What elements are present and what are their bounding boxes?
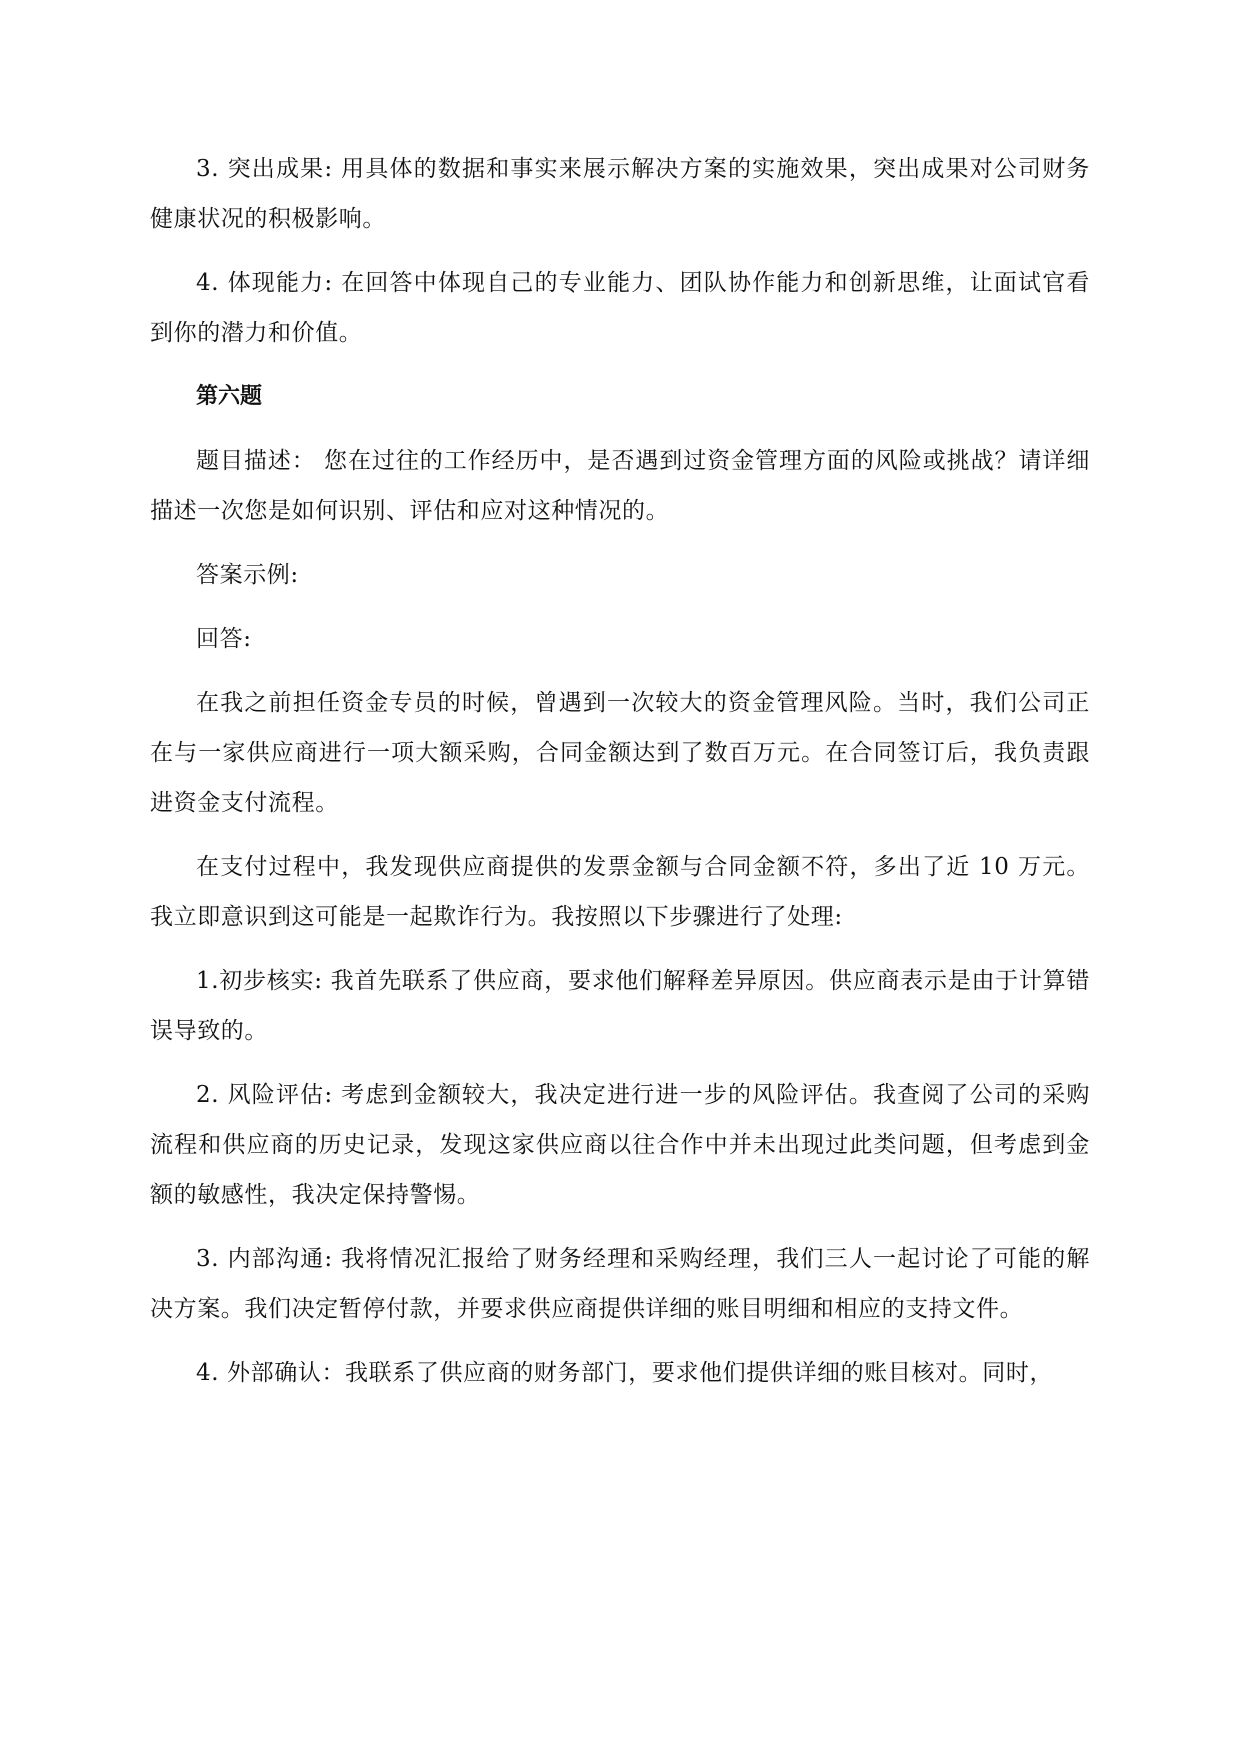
paragraph-highlight-results: 3. 突出成果: 用具体的数据和事实来展示解决方案的实施效果，突出成果对公司财务健康状况的积极影响。: [150, 156, 1090, 232]
section-heading: 第六题: [196, 384, 263, 409]
step-initial-verification: 1.初步核实: 我首先联系了供应商，要求他们解释差异原因。供应商表示是由于计算错误导致的。: [150, 968, 1090, 1044]
step-risk-assessment: 2. 风险评估: 考虑到金额较大，我决定进行进一步的风险评估。我查阅了公司的采购流程和供应商的历史记录，发现这家供应商以往合作中并未出现过此类问题，但考虑到金额的敏感性，我决定保持警惕。: [150, 1082, 1090, 1208]
question-description: 题目描述： 您在过往的工作经历中，是否遇到过资金管理方面的风险或挑战？请详细描述一次您是如何识别、评估和应对这种情况的。: [150, 448, 1090, 524]
answer-label: 回答:: [196, 626, 252, 652]
step-external-confirmation: 4. 外部确认：我联系了供应商的财务部门，要求他们提供详细的账目核对。同时，: [196, 1360, 1054, 1386]
paragraph-demonstrate-ability: 4. 体现能力: 在回答中体现自己的专业能力、团队协作能力和创新思维，让面试官看到你的潜力和价值。: [150, 270, 1090, 346]
answer-example-label: 答案示例:: [196, 562, 299, 588]
answer-paragraph-discovery: 在支付过程中，我发现供应商提供的发票金额与合同金额不符，多出了近 10 万元。我立即意识到这可能是一起欺诈行为。我按照以下步骤进行了处理:: [150, 854, 1090, 930]
answer-paragraph-background: 在我之前担任资金专员的时候，曾遇到一次较大的资金管理风险。当时，我们公司正在与一家供应商进行一项大额采购，合同金额达到了数百万元。在合同签订后，我负责跟进资金支付流程。: [150, 690, 1090, 816]
document-page: [150, 144, 1090, 1412]
step-internal-communication: 3. 内部沟通: 我将情况汇报给了财务经理和采购经理，我们三人一起讨论了可能的解决方案。我们决定暂停付款，并要求供应商提供详细的账目明细和相应的支持文件。: [150, 1246, 1090, 1322]
